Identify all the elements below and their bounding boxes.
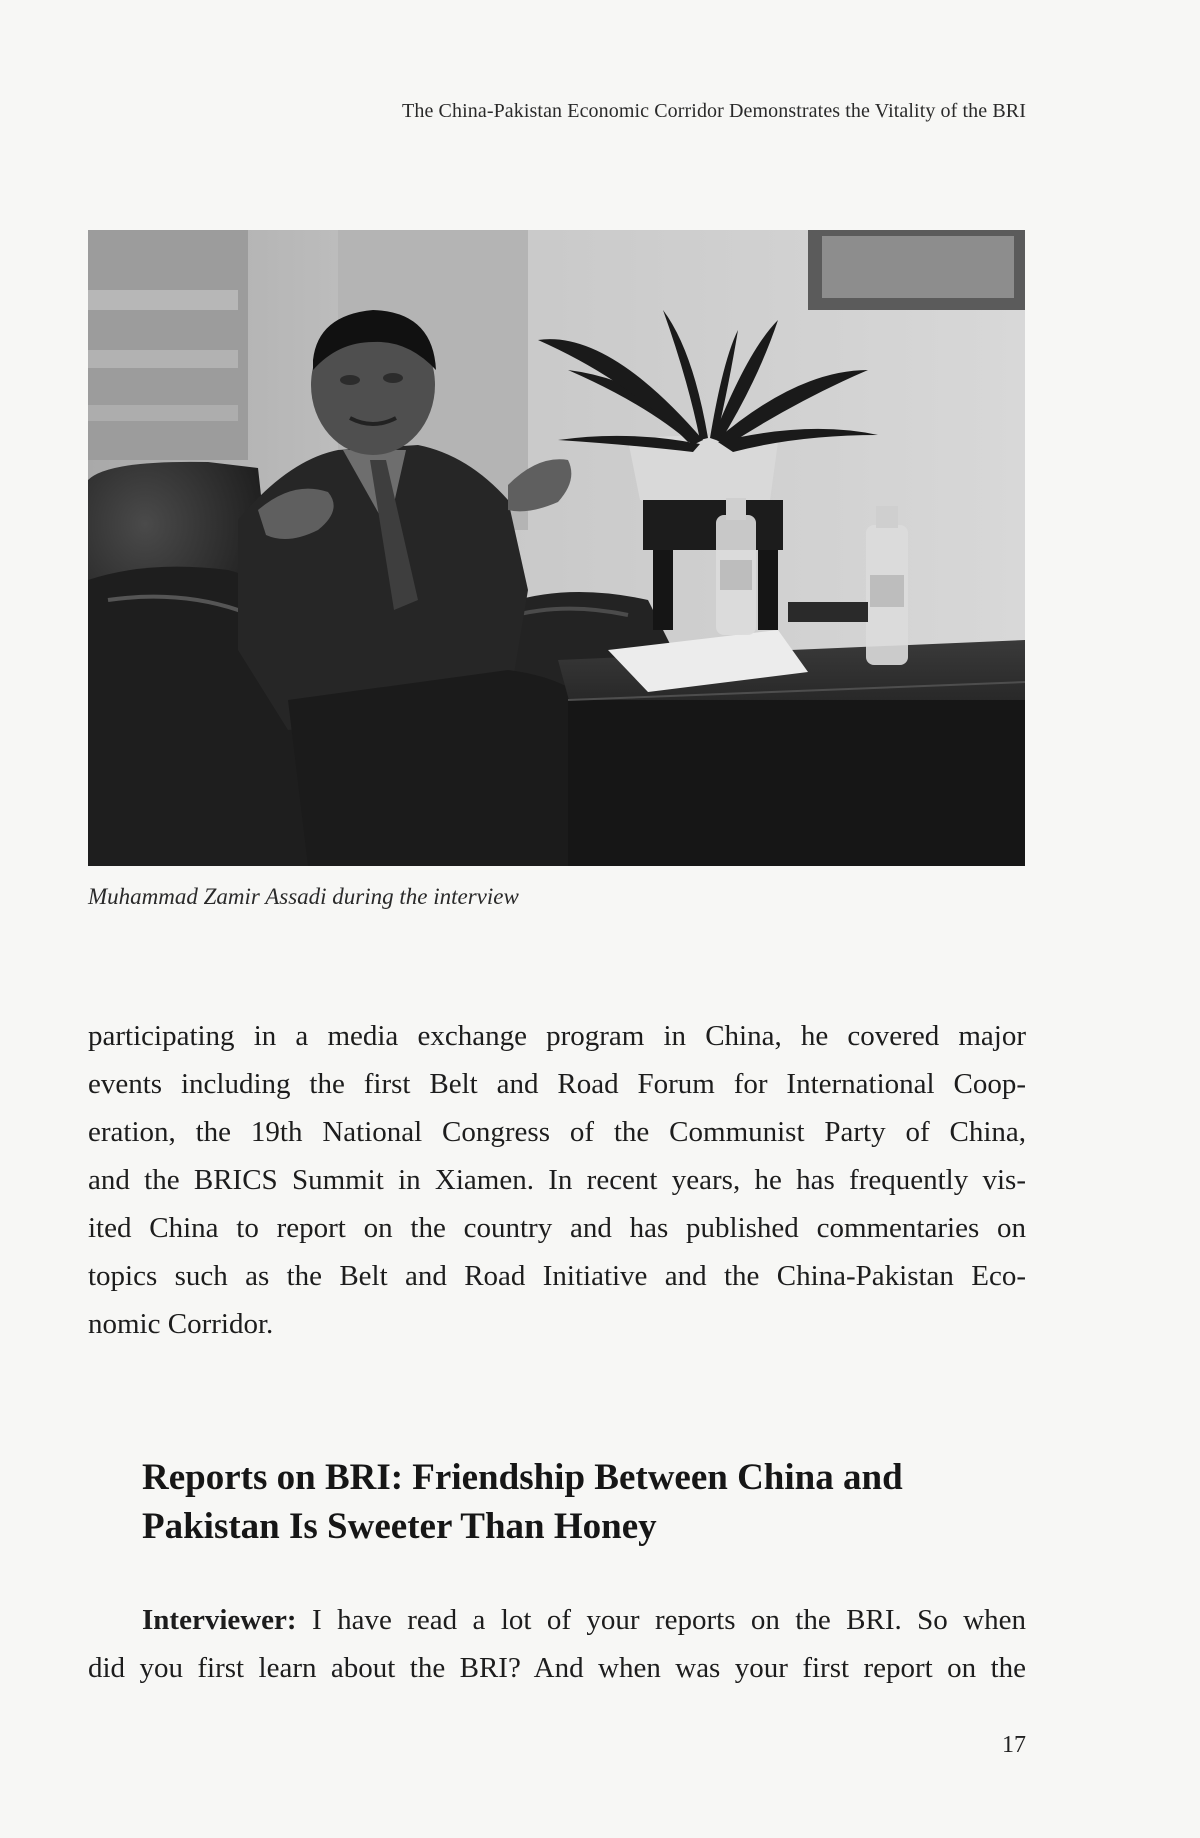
interview-photo bbox=[88, 230, 1025, 866]
interview-line: did you first learn about the BRI? And when was your first report on the bbox=[88, 1652, 1026, 1684]
body-line: events including the first Belt and Road Forum for International Coop- bbox=[88, 1068, 1026, 1100]
interview-paragraph bbox=[88, 1596, 1026, 1692]
section-heading-line: Reports on BRI: Friendship Between China and bbox=[142, 1457, 903, 1498]
speaker-label: Interviewer: bbox=[142, 1604, 297, 1636]
section-heading bbox=[142, 1453, 1022, 1551]
body-line: topics such as the Belt and Road Initiative and the China-Pakistan Eco- bbox=[88, 1260, 1026, 1292]
running-head: The China-Pakistan Economic Corridor Demonstrates the Vitality of the BRI bbox=[402, 100, 1026, 122]
body-line: participating in a media exchange program in China, he covered major bbox=[88, 1020, 1026, 1052]
body-paragraph bbox=[88, 1012, 1026, 1348]
body-line: eration, the 19th National Congress of the Communist Party of China, bbox=[88, 1116, 1026, 1148]
interview-line bbox=[88, 1596, 1026, 1644]
body-line: nomic Corridor. bbox=[88, 1308, 274, 1340]
page-number: 17 bbox=[1002, 1732, 1026, 1758]
question-text: I have read a lot of your reports on the BRI. So when bbox=[312, 1604, 1026, 1636]
section-heading-line: Pakistan Is Sweeter Than Honey bbox=[142, 1506, 657, 1547]
body-line: and the BRICS Summit in Xiamen. In recent years, he has frequently vis- bbox=[88, 1164, 1026, 1196]
body-line: ited China to report on the country and has published commentaries on bbox=[88, 1212, 1026, 1244]
photo-caption: Muhammad Zamir Assadi during the interview bbox=[88, 884, 519, 909]
